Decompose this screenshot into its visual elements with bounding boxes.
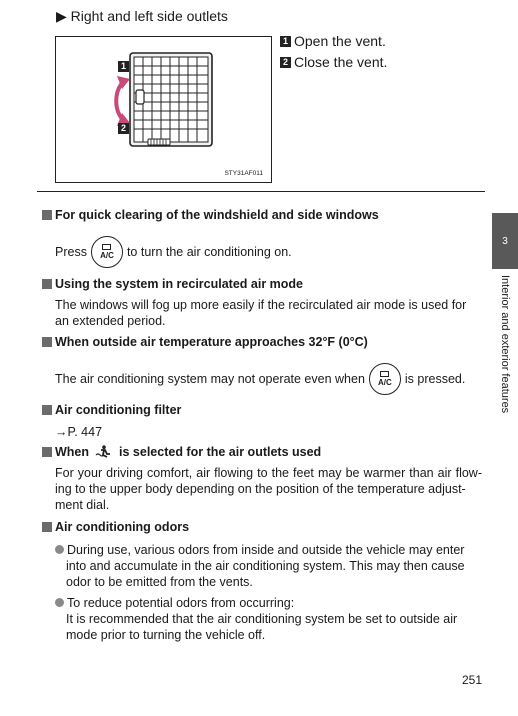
step-close [280, 54, 387, 70]
divider [37, 191, 485, 192]
feet-airflow-icon [95, 445, 113, 459]
step-number: 1 [280, 36, 291, 47]
side-vent-icon [56, 37, 271, 182]
list-item: To reduce potential odors from occurring: It is recommended that the air conditioning system be set to outside air mode prior to turning the vehicle off. [55, 595, 482, 643]
figure-code: STY31AF011 [224, 170, 263, 177]
triangle-arrow-icon: ▶ [56, 8, 67, 24]
page-number: 251 [462, 673, 483, 687]
section-heading-text: Right and left side outlets [70, 8, 228, 24]
step-badge-1: 1 [118, 61, 129, 72]
square-bullet-icon [42, 279, 52, 289]
list-item: During use, various odors from inside and outside the vehicle may enter into and accumulate in the air conditioning system. This may then cause odor to be emitted from the vents. [55, 542, 482, 590]
outside-temp-body: The air conditioning system may not operate even when A/C is pressed. [55, 363, 465, 395]
ac-button-icon: A/C [369, 363, 401, 395]
quick-clear-instruction: Press A/C to turn the air conditioning on. [55, 236, 292, 268]
step-number: 2 [280, 57, 291, 68]
section-title: Using the system in recirculated air mode [42, 277, 303, 291]
square-bullet-icon [42, 447, 52, 457]
chapter-number: 3 [502, 236, 508, 247]
vent-illustration [55, 36, 272, 183]
square-bullet-icon [42, 522, 52, 532]
step-open [280, 33, 386, 49]
ac-indicator-icon [102, 244, 111, 250]
section-heading [56, 8, 228, 25]
ac-indicator-icon [380, 371, 389, 377]
section-title: Air conditioning filter [42, 403, 181, 417]
section-title: For quick clearing of the windshield and side windows [42, 208, 379, 222]
circle-bullet-icon [55, 545, 64, 554]
chapter-label: Interior and exterior features [499, 275, 511, 414]
step-text: Open the vent. [294, 33, 386, 49]
square-bullet-icon [42, 337, 52, 347]
section-title: When is selected for the air outlets used [42, 445, 321, 459]
ac-button-icon: A/C [91, 236, 123, 268]
section-title: When outside air temperature approaches 32°F (0°C) [42, 335, 368, 349]
feet-mode-body: For your driving comfort, air flowing to the feet may be warmer than air flow- ing to the upper body depending on the position of the temperature adjust- ment dial. [55, 466, 482, 512]
square-bullet-icon [42, 405, 52, 415]
square-bullet-icon [42, 210, 52, 220]
recirculated-body: The windows will fog up more easily if the recirculated air mode is used for an extended period. [55, 298, 467, 328]
section-title: Air conditioning odors [42, 520, 189, 534]
step-badge-2: 2 [118, 123, 129, 134]
step-text: Close the vent. [294, 54, 388, 70]
page-reference: →P. 447 [55, 425, 103, 439]
circle-bullet-icon [55, 598, 64, 607]
